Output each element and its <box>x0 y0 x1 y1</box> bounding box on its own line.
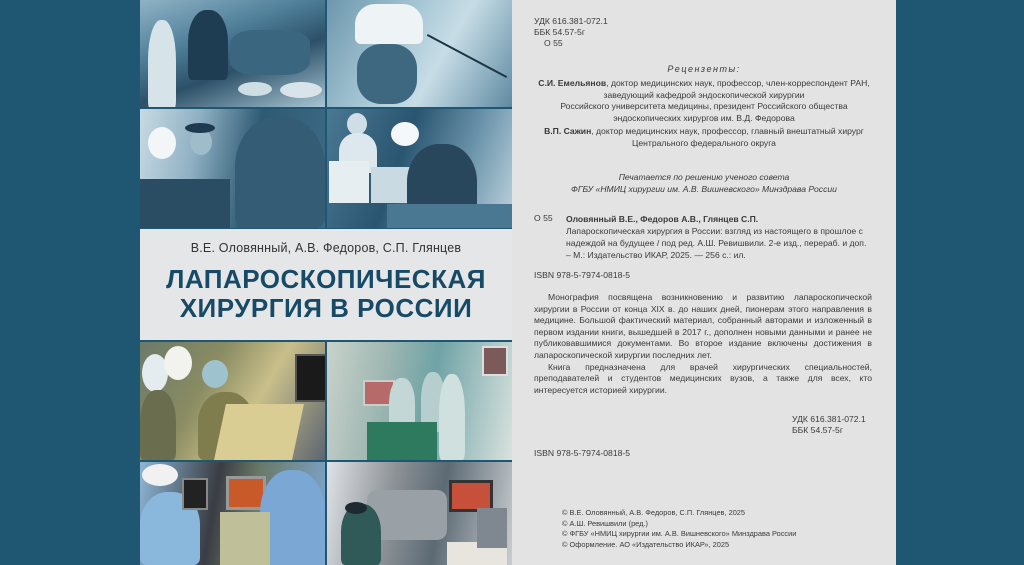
laparoscopy-team-monitor-photo <box>140 342 325 460</box>
cover-title-block <box>140 229 512 340</box>
printed-line2: ФГБУ «НМИЦ хирургии им. А.В. Вишневского» Минздрава России <box>571 184 837 194</box>
bib-authors: Оловянный В.Е., Федоров А.В., Глянцев С.П. <box>566 214 759 224</box>
historical-surgeon-close-up-photo <box>327 0 512 107</box>
reviewer-1-line3: Российского университета медицины, президент Российского общества <box>560 101 848 111</box>
copyright-line: © Оформление. АО «Издательство ИКАР», 2025 <box>562 539 730 549</box>
cover-title-line1: ЛАПАРОСКОПИЧЕСКАЯ <box>166 264 486 294</box>
reviewer-1-line1: , доктор медицинских наук, профессор, член-корреспондент РАН, <box>606 78 870 88</box>
bib-line3: – М.: Издательство ИКАР, 2025. — 256 с.: ил. <box>566 250 746 260</box>
reviewers-heading: Рецензенты: <box>667 64 741 74</box>
udk-code-bottom: УДК 616.381-072.1 <box>792 414 866 424</box>
reviewer-1-line2: заведующий кафедрой эндоскопической хирургии <box>603 89 805 100</box>
copyright-line: © ФГБУ «НМИЦ хирургии им. А.В. Вишневского» Минздрава России <box>562 529 797 538</box>
robotic-surgery-photo <box>327 462 512 565</box>
printed-line1: Печатается по решению ученого совета <box>618 172 790 182</box>
reviewer-1-name: С.И. Емельянов <box>538 78 607 88</box>
bib-line1: Лапароскопическая хирургия в России: взгляд из настоящего в прошлое с <box>566 226 863 236</box>
bibliographic-record <box>534 213 874 261</box>
modern-operating-room-photo <box>327 342 512 460</box>
historical-surgeons-group-photo <box>140 109 325 228</box>
copyright-line: © А.Ш. Ревишвили (ред.) <box>562 518 648 528</box>
printed-by-decision <box>512 171 896 195</box>
bib-line2: надеждой на будущее / под ред. А.Ш. Ревишвили. 2-е изд., перераб. и доп. <box>566 238 867 248</box>
imprint-page <box>512 0 896 565</box>
cover-authors: В.Е. Оловянный, А.В. Федоров, С.П. Глянцев <box>190 241 462 255</box>
endoscopy-surgeons-monitor-photo <box>140 462 325 565</box>
book-cover <box>140 0 512 565</box>
copyright-block <box>562 508 796 550</box>
cover-title <box>140 265 512 323</box>
annotation-paragraph-2: Книга предназначена для врачей хирургических специальностей, преподавателей и студентов медицинских вузов, а также для всех, кто интересуется историей хирургии. <box>534 361 872 395</box>
historical-endoscopy-equipment-photo <box>327 109 512 228</box>
bbk-code: ББК 54.57-5г <box>534 27 585 37</box>
classification-codes-top <box>534 16 608 49</box>
annotation <box>534 292 872 396</box>
isbn-bottom: ISBN 978-5-7974-0818-5 <box>534 448 631 458</box>
historical-operating-room-photo <box>140 0 325 107</box>
reviewer-2-name: В.П. Сажин <box>544 126 592 136</box>
book-spread <box>140 0 896 565</box>
reviewer-1 <box>512 78 896 124</box>
reviewer-2-line2: Центрального федерального округа <box>632 137 776 148</box>
bib-code: О 55 <box>534 213 553 223</box>
udk-code: УДК 616.381-072.1 <box>534 16 608 26</box>
cover-title-line2: ХИРУРГИЯ В РОССИИ <box>179 293 473 323</box>
bbk-code-bottom: ББК 54.57-5г <box>792 425 843 435</box>
isbn: ISBN 978-5-7974-0818-5 <box>534 270 631 280</box>
reviewer-2 <box>512 126 896 149</box>
annotation-paragraph-1: Монография посвящена возникновению и развитию лапароскопической хирургии в России от конца XIX в. до наших дней, пионерам этого направления в медицине. Большой фактический материал, собранный авторами и изложенный в первом издании книги, вышедшей в 2017 г., дополнен новыми данными и ранее не публиковавшимися документами. Во второе издание включены достижения в лапароскопической хирургии последних лет. <box>534 292 872 360</box>
copyright-line: © В.Е. Оловянный, А.В. Федоров, С.П. Глянцев, 2025 <box>562 508 746 517</box>
classification-codes-bottom <box>792 414 866 436</box>
reviewer-1-line4: эндоскопических хирургов им. В.Д. Федорова <box>613 112 795 123</box>
reviewer-2-line1: , доктор медицинских наук, профессор, главный внештатный хирург <box>591 126 864 136</box>
author-sign: О 55 <box>544 38 563 48</box>
